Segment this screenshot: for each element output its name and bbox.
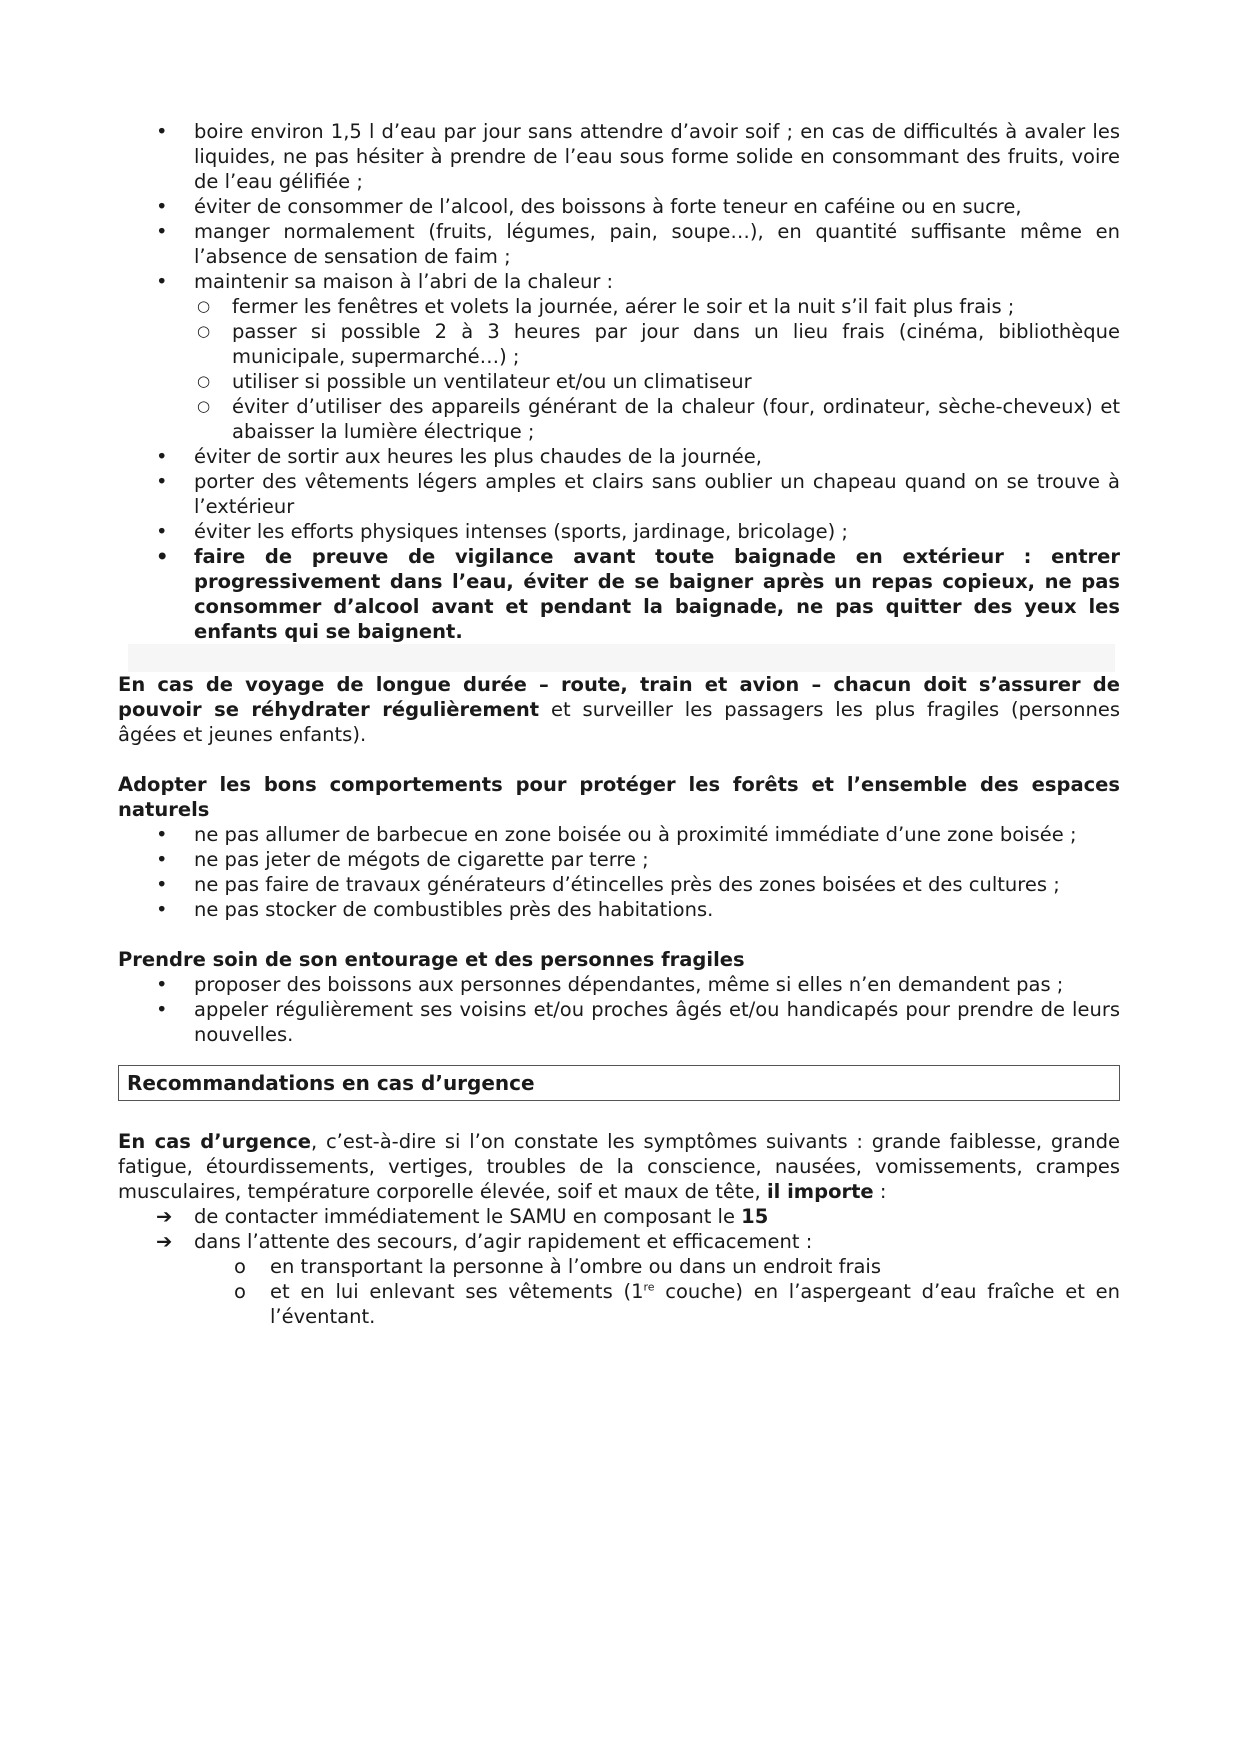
bullet-icon: • xyxy=(156,998,168,1021)
circle-bullet-icon: ○ xyxy=(197,297,211,315)
sub-list-item: o et en lui enlevant ses vêtements (1re couche) en l’aspergeant d’eau fraîche et en l’éventant. xyxy=(234,1280,1120,1328)
list-item: • ne pas allumer de barbecue en zone boisée ou à proximité immédiate d’une zone boisée ; xyxy=(156,823,1077,846)
bullet-icon: • xyxy=(156,120,168,143)
bullet-icon: • xyxy=(156,470,168,493)
bullet-icon: • xyxy=(156,873,168,896)
document-body xyxy=(118,119,1120,1329)
bullet-icon: • xyxy=(156,520,168,543)
urgence-sub-actions-list xyxy=(118,1254,1120,1329)
bullet-icon: • xyxy=(156,973,168,996)
circle-bullet-icon: ○ xyxy=(197,322,211,340)
forests-heading: Adopter les bons comportements pour protéger les forêts et l’ensemble des espaces naturels xyxy=(118,773,1120,821)
circle-bullet-icon: ○ xyxy=(197,397,211,415)
section-title-box: Recommandations en cas d’urgence xyxy=(118,1065,1120,1101)
bullet-icon: • xyxy=(156,545,169,568)
o-bullet-icon: o xyxy=(234,1255,246,1278)
bullet-icon: • xyxy=(156,823,168,846)
bullet-icon: • xyxy=(156,445,168,468)
care-list xyxy=(118,972,1120,1047)
list-item: • proposer des boissons aux personnes dépendantes, même si elles n’en demandent pas ; xyxy=(156,973,1064,996)
list-item: • appeler régulièrement ses voisins et/ou proches âgés et/ou handicapés pour prendre de leurs nouvelles. xyxy=(156,998,1120,1046)
list-item: • maintenir sa maison à l’abri de la chaleur : ○ fermer les fenêtres et volets la journée, aérer le soir et la nuit s’il fait plus frais ; ○ passer si possible 2 à 3 heures par jour dans un lieu frais (cinéma, bibliothèque municipale, supermarché…) ; ○ utiliser si possible un ventilateur et/ou un climatiseur ○ éviter d’utiliser des appareils générant de la chaleur (four, ordinateur, sèche-cheveux) et abaisser la lumière électrique ; xyxy=(118,269,1120,444)
list-item: • ne pas faire de travaux générateurs d’étincelles près des zones boisées et des cultures ; xyxy=(156,873,1060,896)
list-item: • ne pas stocker de combustibles près des habitations. xyxy=(156,898,714,921)
sub-list-item: ○ passer si possible 2 à 3 heures par jour dans un lieu frais (cinéma, bibliothèque municipale, supermarché…) ; xyxy=(197,320,1120,368)
list-item: • faire de preuve de vigilance avant toute baignade en extérieur : entrer progressivement dans l’eau, éviter de se baigner après un repas copieux, ne pas consommer d’alcool avant et pendant la baignade, ne pas quitter des yeux les enfants qui se baignent. xyxy=(156,545,1120,643)
heat-advice-list xyxy=(118,119,1120,644)
list-item: ➔ de contacter immédiatement le SAMU en composant le 15 xyxy=(156,1205,769,1228)
sub-list-item: ○ utiliser si possible un ventilateur et/ou un climatiseur xyxy=(197,370,752,393)
list-item: • éviter les efforts physiques intenses (sports, jardinage, bricolage) ; xyxy=(156,520,849,543)
sub-list-item: ○ fermer les fenêtres et volets la journée, aérer le soir et la nuit s’il fait plus frais ; xyxy=(197,295,1015,318)
circle-bullet-icon: ○ xyxy=(197,372,211,390)
urgence-intro: En cas d’urgence, c’est-à-dire si l’on constate les symptômes suivants : grande faiblesse, grande fatigue, étourdissements, vertiges, troubles de la conscience, nausées, vomissements, crampes musculaires, température corporelle élevée, soif et maux de tête, il importe : xyxy=(118,1130,1120,1203)
o-bullet-icon: o xyxy=(234,1280,246,1303)
urgence-actions-list xyxy=(118,1204,1120,1254)
list-item: • ne pas jeter de mégots de cigarette par terre ; xyxy=(156,848,649,871)
travel-paragraph: En cas de voyage de longue durée – route, train et avion – chacun doit s’assurer de pouvoir se réhydrater régulièrement et surveiller les passagers les plus fragiles (personnes âgées et jeunes enfants). xyxy=(118,673,1120,746)
care-heading: Prendre soin de son entourage et des personnes fragiles xyxy=(118,948,745,971)
home-cooling-sublist xyxy=(118,294,1120,444)
sub-list-item: ○ éviter d’utiliser des appareils générant de la chaleur (four, ordinateur, sèche-cheveux) et abaisser la lumière électrique ; xyxy=(197,395,1120,443)
list-item: • porter des vêtements légers amples et clairs sans oublier un chapeau quand on se trouve à l’extérieur xyxy=(156,470,1120,518)
bullet-icon: • xyxy=(156,270,168,293)
sub-list-item: o en transportant la personne à l’ombre ou dans un endroit frais xyxy=(234,1255,881,1278)
list-item: • éviter de sortir aux heures les plus chaudes de la journée, xyxy=(156,445,762,468)
arrow-right-icon: ➔ xyxy=(156,1230,173,1253)
forests-list xyxy=(118,822,1120,922)
bullet-icon: • xyxy=(156,220,168,243)
arrow-right-icon: ➔ xyxy=(156,1205,173,1228)
list-item: • manger normalement (fruits, légumes, pain, soupe…), en quantité suffisante même en l’absence de sensation de faim ; xyxy=(156,220,1120,268)
shaded-separator xyxy=(128,644,1115,672)
list-item: • boire environ 1,5 l d’eau par jour sans attendre d’avoir soif ; en cas de difficultés à avaler les liquides, ne pas hésiter à prendre de l’eau sous forme solide en consommant des fruits, voire de l’eau gélifiée ; xyxy=(156,120,1120,193)
bullet-icon: • xyxy=(156,848,168,871)
list-item: • éviter de consommer de l’alcool, des boissons à forte teneur en caféine ou en sucre, xyxy=(156,195,1022,218)
bullet-icon: • xyxy=(156,898,168,921)
bullet-icon: • xyxy=(156,195,168,218)
list-item: ➔ dans l’attente des secours, d’agir rapidement et efficacement : xyxy=(156,1230,813,1253)
